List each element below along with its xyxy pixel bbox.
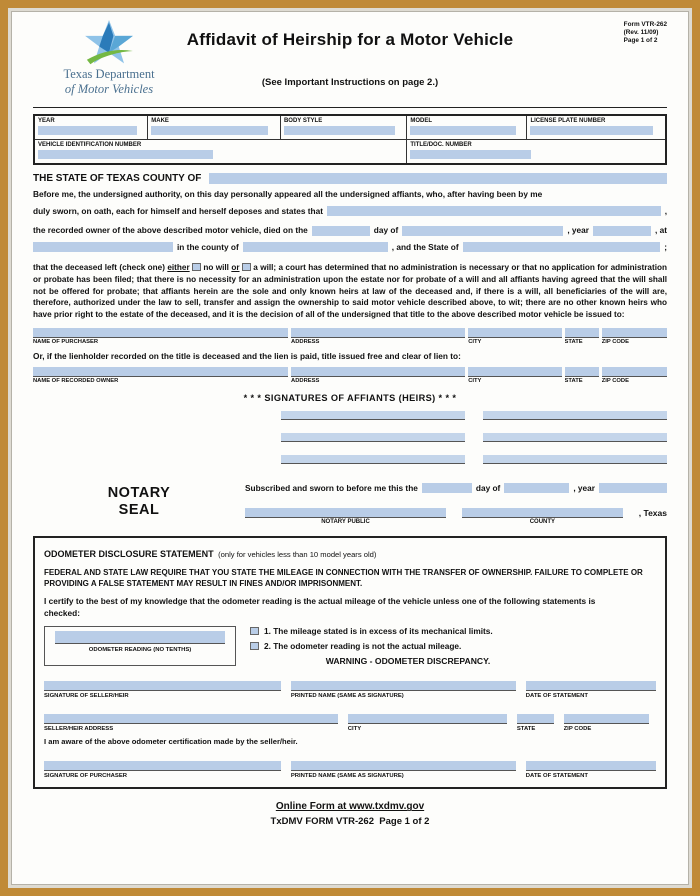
p3-either: either xyxy=(167,263,190,272)
year-label: YEAR xyxy=(38,118,55,124)
owner-zip-field[interactable] xyxy=(602,367,667,377)
recorded-owner-row xyxy=(33,367,667,384)
owner-state-label: STATE xyxy=(564,378,583,385)
affiant-signature-line-4[interactable] xyxy=(483,433,667,442)
owner-city-label: CITY xyxy=(468,378,482,385)
purchaser-signature-col xyxy=(44,761,281,779)
owner-name-col xyxy=(33,367,288,384)
vehicle-row-1 xyxy=(34,115,666,140)
notary-day-field[interactable] xyxy=(422,483,472,493)
seller-city-field[interactable] xyxy=(348,714,507,724)
affiant-signature-line-5[interactable] xyxy=(281,455,465,464)
model-field[interactable] xyxy=(410,126,515,135)
seller-date-col xyxy=(526,681,656,699)
purchaser-printed-name-col xyxy=(291,761,516,779)
form-meta xyxy=(624,21,667,44)
form-footer xyxy=(33,801,667,827)
notary-year-text: , year xyxy=(573,483,595,494)
body-style-field[interactable] xyxy=(284,126,395,135)
county-of-field[interactable] xyxy=(209,173,667,184)
notary-content xyxy=(245,477,667,525)
vehicle-row-2 xyxy=(34,140,666,165)
seller-address-field[interactable] xyxy=(44,714,338,724)
no-will-checkbox[interactable] xyxy=(192,263,201,271)
purchaser-row xyxy=(33,328,667,345)
p1-comma: , xyxy=(664,205,667,216)
purchaser-name-col xyxy=(33,328,288,345)
purchaser-address-field[interactable] xyxy=(291,328,465,338)
purchaser-zip-field[interactable] xyxy=(602,328,667,338)
affiant-signature-row xyxy=(281,455,667,464)
odometer-warning: WARNING - ODOMETER DISCREPANCY. xyxy=(325,656,491,667)
check2-label: 2. The odometer reading is not the actual mileage. xyxy=(264,641,462,652)
purchaser-address-col xyxy=(291,328,465,345)
owner-name-field[interactable] xyxy=(33,367,288,377)
mileage-excess-item xyxy=(250,626,656,636)
license-plate-field[interactable] xyxy=(530,126,652,135)
affiant-signature-line-6[interactable] xyxy=(483,455,667,464)
purchaser-state-field[interactable] xyxy=(565,328,599,338)
p2-dayof: day of xyxy=(373,225,399,235)
affidavit-paragraph-1 xyxy=(33,188,667,218)
p2-at: , at xyxy=(655,225,667,235)
affidavit-paragraph-3 xyxy=(33,262,667,321)
affiant-signature-line-1[interactable] xyxy=(281,411,465,420)
license-plate-label: LICENSE PLATE NUMBER xyxy=(530,118,606,124)
seller-signature-row xyxy=(44,681,656,699)
state-county-line xyxy=(33,173,667,184)
odometer-title-note: (only for vehicles less than 10 model years old) xyxy=(218,550,377,560)
owner-city-field[interactable] xyxy=(468,367,561,377)
owner-zip-label: ZIP CODE xyxy=(601,378,629,385)
seller-printed-name-label: PRINTED NAME (SAME AS SIGNATURE) xyxy=(290,693,404,700)
purchaser-printed-name-field[interactable] xyxy=(291,761,516,771)
seller-date-field[interactable] xyxy=(526,681,656,691)
purchaser-address-label: ADDRESS xyxy=(291,338,320,345)
notary-county-field[interactable] xyxy=(462,508,623,518)
owner-address-col xyxy=(291,367,465,384)
vehicle-info-table xyxy=(33,114,667,165)
lienholder-line: Or, if the lienholder recorded on the title is deceased and the lien is paid, title issued free and clear of lien to: xyxy=(33,350,461,361)
logo-text-line2: of Motor Vehicles xyxy=(64,82,154,96)
footer-form-line: TxDMV FORM VTR-262 Page 1 of 2 xyxy=(270,816,430,828)
vin-label: VEHICLE IDENTIFICATION NUMBER xyxy=(38,142,142,148)
page-subtitle: (See Important Instructions on page 2.) xyxy=(261,77,439,88)
seller-address-label: SELLER/HEIR ADDRESS xyxy=(44,726,114,733)
affiant-signature-line-2[interactable] xyxy=(483,411,667,420)
online-form-link[interactable]: Online Form at www.txdmv.gov xyxy=(275,801,425,813)
notary-sworn-text: Subscribed and sworn to before me this the xyxy=(245,483,418,494)
texas-suffix: , Texas xyxy=(638,508,667,519)
died-year-field[interactable] xyxy=(593,226,651,236)
logo-text-line1: Texas Department xyxy=(63,67,155,81)
odometer-title-row xyxy=(44,544,656,562)
not-actual-item xyxy=(250,641,656,651)
p3-no-will: no will xyxy=(203,263,229,272)
title-doc-field[interactable] xyxy=(410,150,531,159)
affidavit-paragraph-2 xyxy=(33,224,667,254)
owner-state-field[interactable] xyxy=(565,367,599,377)
died-county-field[interactable] xyxy=(243,242,388,252)
affiant-signature-row xyxy=(281,433,667,442)
form-header xyxy=(33,18,667,108)
aware-text: I am aware of the above odometer certification made by the seller/heir. xyxy=(44,737,298,747)
odometer-checkboxes xyxy=(250,626,656,666)
owner-address-field[interactable] xyxy=(291,367,465,377)
seller-city-label: CITY xyxy=(347,726,362,733)
p1-line1: Before me, the undersigned authority, on this day personally appeared all the undersigned affiants, who, after having been by me xyxy=(33,189,543,199)
purchaser-state-label: STATE xyxy=(564,338,583,345)
purchaser-printed-name-label: PRINTED NAME (SAME AS SIGNATURE) xyxy=(290,773,404,780)
owner-city-col xyxy=(468,367,561,384)
make-label: MAKE xyxy=(151,118,169,124)
odometer-reading-box xyxy=(44,626,236,666)
odometer-title: ODOMETER DISCLOSURE STATEMENT xyxy=(44,549,214,560)
seller-date-label: DATE OF STATEMENT xyxy=(525,693,588,700)
purchaser-zip-col xyxy=(602,328,667,345)
p2-county-label: in the county of xyxy=(177,241,239,252)
make-field[interactable] xyxy=(151,126,268,135)
purchaser-date-field[interactable] xyxy=(526,761,656,771)
notary-year-field[interactable] xyxy=(599,483,667,493)
purchaser-state-col xyxy=(565,328,599,345)
died-month-field[interactable] xyxy=(402,226,563,236)
seller-state-label: STATE xyxy=(516,726,536,733)
purchaser-city-col xyxy=(468,328,561,345)
p3-rest: a will; a court has determined that no administration is necessary or that no application for administration or probate has been filed; that there is no necessity for an administration upon the estate nor for probate of a will and all affiants having agreed that the will shall not be offered for probate; that affiants herein are the sole and only known heirs at law of the deceased and, if there is a will, all beneficiaries of the will are, therefore, authorized under the law to sell, transfer and assign the ownership to said motor vehicle described above, to wit; there are no other known heirs who have prior right to the estate of the deceased, and it is the decision of all of the undersigned that title to the above described motor vehicle be issued to: xyxy=(33,263,667,320)
seller-state-col xyxy=(517,714,554,732)
p3-intro: that the deceased left (check one) xyxy=(33,263,165,272)
owner-name-label: NAME OF RECORDED OWNER xyxy=(33,378,119,385)
notary-public-col xyxy=(245,508,446,525)
body-style-label: BODY STYLE xyxy=(283,118,323,124)
purchaser-signature-label: SIGNATURE OF PURCHASER xyxy=(44,773,128,780)
odometer-reading-label: ODOMETER READING (NO TENTHS) xyxy=(88,647,192,654)
state-county-label: THE STATE OF TEXAS COUNTY OF xyxy=(33,173,202,184)
signatures-title: * * * SIGNATURES OF AFFIANTS (HEIRS) * * * xyxy=(243,393,457,404)
odometer-certify-text: I certify to the best of my knowledge that the odometer reading is the actual mileage of the vehicle unless one of the following statements is checked: xyxy=(44,596,596,618)
owner-state-col xyxy=(565,367,599,384)
form-page-number: Page 1 of 2 xyxy=(623,36,658,44)
p2-state-label: , and the State of xyxy=(391,241,459,252)
purchaser-name-field[interactable] xyxy=(33,328,288,338)
p3-or: or xyxy=(231,263,240,272)
purchaser-city-label: CITY xyxy=(468,338,482,345)
form-revision: (Rev. 11/09) xyxy=(623,28,659,36)
title-doc-label: TITLE/DOC. NUMBER xyxy=(410,142,472,148)
purchaser-city-field[interactable] xyxy=(468,328,561,338)
odometer-middle-row xyxy=(44,626,656,666)
died-place-field[interactable] xyxy=(33,242,173,252)
odometer-disclosure-box xyxy=(33,536,667,789)
notary-public-label: NOTARY PUBLIC xyxy=(321,519,370,526)
purchaser-name-label: NAME OF PURCHASER xyxy=(33,338,99,345)
mechanical-limits-checkbox[interactable] xyxy=(250,627,259,635)
seller-zip-label: ZIP CODE xyxy=(563,726,592,733)
p1-line2: duly sworn, on oath, each for himself and herself deposes and states that xyxy=(33,205,323,216)
odometer-reading-field[interactable] xyxy=(55,631,225,644)
owner-zip-col xyxy=(602,367,667,384)
check1-label: 1. The mileage stated is in excess of its mechanical limits. xyxy=(264,626,493,637)
seller-signature-col xyxy=(44,681,281,699)
notary-month-field[interactable] xyxy=(504,483,569,493)
purchaser-signature-row xyxy=(44,761,656,779)
affiant-signature-lines xyxy=(281,411,667,464)
year-field[interactable] xyxy=(38,126,137,135)
seller-zip-col xyxy=(564,714,650,732)
died-state-field[interactable] xyxy=(463,242,661,252)
notary-seal-line1: NOTARY xyxy=(107,485,171,502)
affidavit-form-page xyxy=(11,11,689,885)
owner-address-label: ADDRESS xyxy=(291,378,320,385)
form-number: Form VTR-262 xyxy=(623,21,667,28)
affiant-signature-row xyxy=(281,411,667,420)
seller-state-field[interactable] xyxy=(517,714,554,724)
not-actual-mileage-checkbox[interactable] xyxy=(250,642,259,650)
affiant-signature-line-3[interactable] xyxy=(281,433,465,442)
purchaser-zip-label: ZIP CODE xyxy=(601,338,629,345)
purchaser-date-label: DATE OF STATEMENT xyxy=(525,773,588,780)
notary-seal-line2: SEAL xyxy=(118,502,160,519)
deceased-name-field[interactable] xyxy=(327,206,661,216)
purchaser-date-col xyxy=(526,761,656,779)
p2-year-label: , year xyxy=(567,225,589,235)
seller-printed-name-col xyxy=(291,681,516,699)
p2-text-a: the recorded owner of the above described motor vehicle, died on the xyxy=(33,225,308,235)
notary-county-label: COUNTY xyxy=(529,519,556,526)
died-day-field[interactable] xyxy=(312,226,370,236)
seller-printed-name-field[interactable] xyxy=(291,681,516,691)
vin-field[interactable] xyxy=(38,150,213,159)
notary-seal-label xyxy=(33,477,245,525)
seller-signature-field[interactable] xyxy=(44,681,281,691)
notary-county-col xyxy=(462,508,623,525)
notary-dayof-text: day of xyxy=(475,483,501,494)
seller-address-col xyxy=(44,714,338,732)
seller-zip-field[interactable] xyxy=(564,714,650,724)
model-label: MODEL xyxy=(410,118,433,124)
seller-signature-label: SIGNATURE OF SELLER/HEIR xyxy=(44,693,129,700)
purchaser-signature-field[interactable] xyxy=(44,761,281,771)
a-will-checkbox[interactable] xyxy=(242,263,251,271)
seller-city-col xyxy=(348,714,507,732)
p2-semicolon: ; xyxy=(664,241,667,252)
page-title: Affidavit of Heirship for a Motor Vehicle xyxy=(186,30,514,49)
odometer-law-text: FEDERAL AND STATE LAW REQUIRE THAT YOU STATE THE MILEAGE IN CONNECTION WITH THE TRANSFER OF OWNERSHIP. FAILURE TO COMPLETE OR PROVIDING A FALSE STATEMENT MAY RESULT IN FINES AND/OR IMPRISONMENT. xyxy=(44,568,643,589)
notary-section xyxy=(33,477,667,525)
txdmv-logo xyxy=(33,20,185,97)
seller-address-row xyxy=(44,714,656,732)
notary-public-field[interactable] xyxy=(245,508,446,518)
texas-star-icon xyxy=(81,20,137,66)
